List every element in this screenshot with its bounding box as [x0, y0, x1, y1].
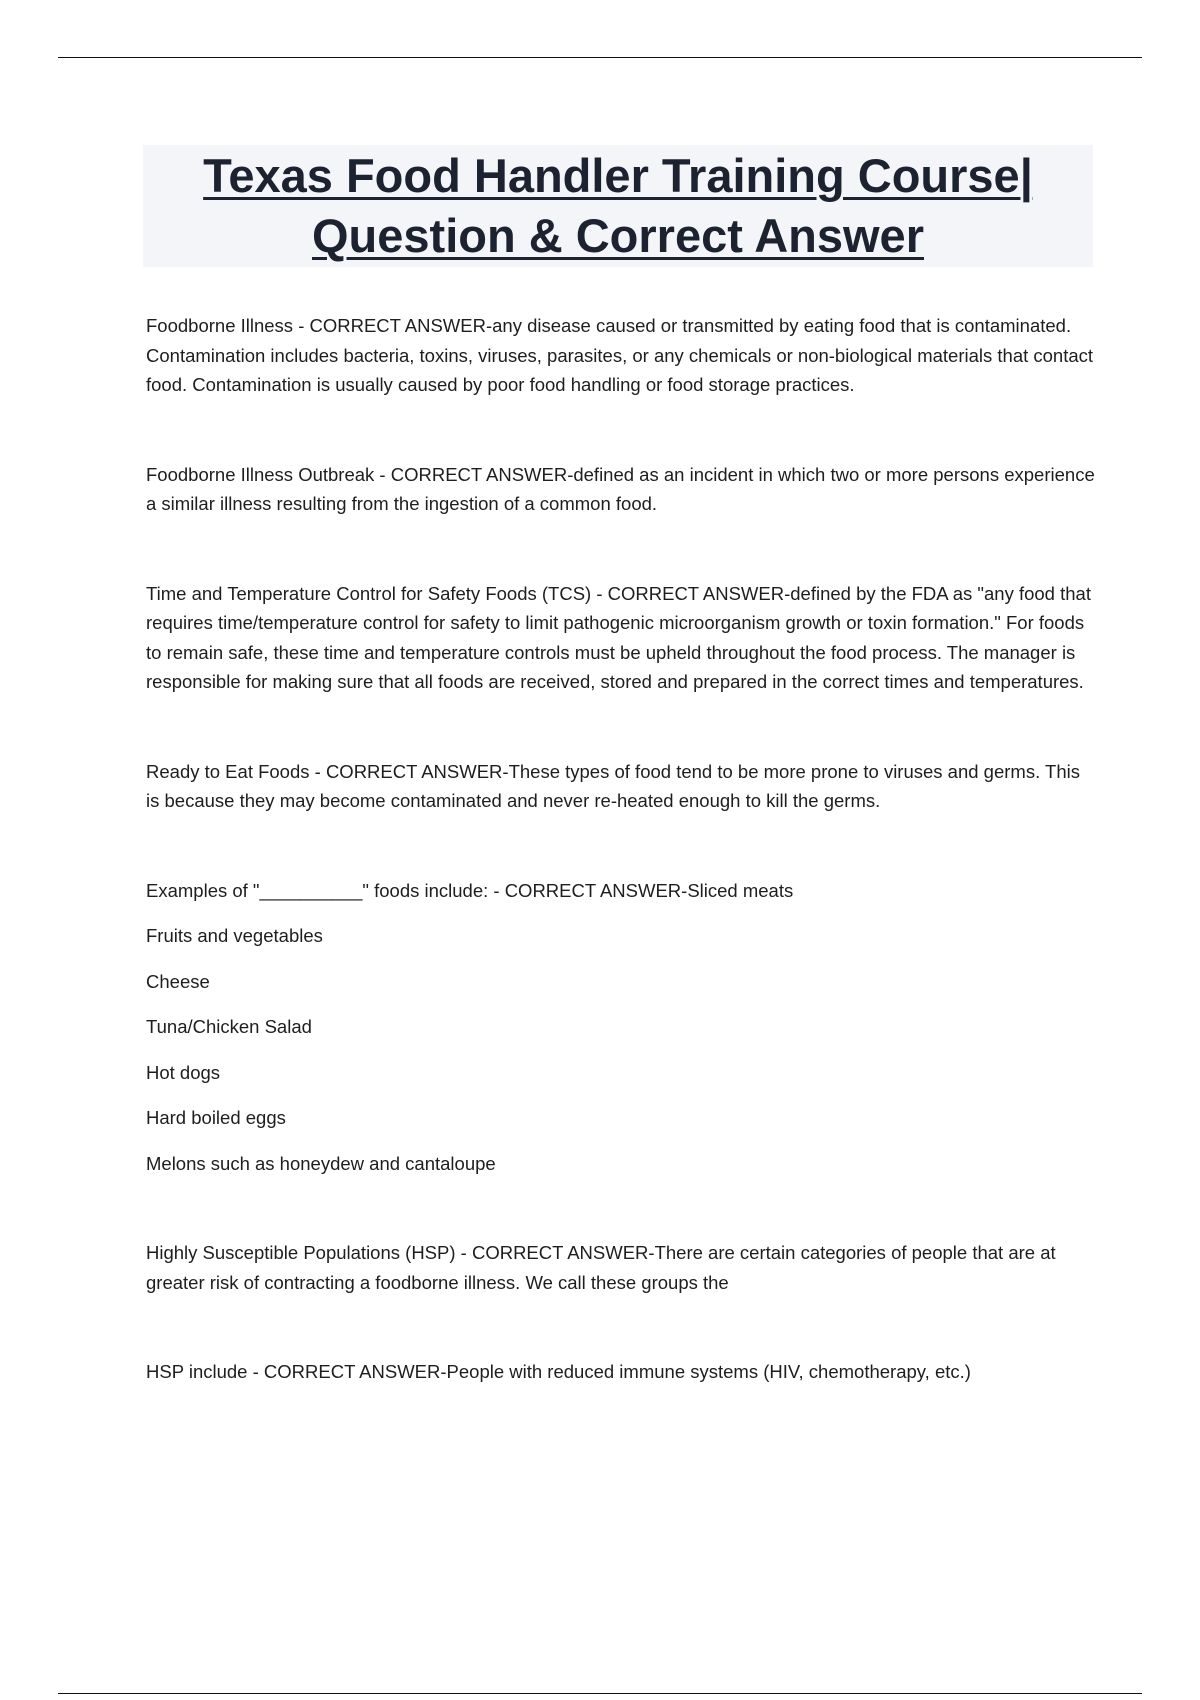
qa-text: Foodborne Illness Outbreak - CORRECT ANSWER-defined as an incident in which two or more persons experience a similar illness resulting from the ingestion of a common food. — [146, 463, 1095, 514]
document-title — [143, 145, 1093, 267]
qa-text: Time and Temperature Control for Safety Foods (TCS) - CORRECT ANSWER-defined by the FDA as "any food that requires time/temperature control for safety to limit pathogenic microorganism growth or toxin formation." For foods to remain safe, these time and temperature controls must be upheld throughout the food process. The manager is responsible for making sure that all foods are received, stored and prepared in the correct times and temperatures. — [146, 582, 1091, 692]
qa-entry — [146, 579, 1096, 697]
qa-entry — [146, 757, 1096, 816]
qa-text: Foodborne Illness - CORRECT ANSWER-any disease caused or transmitted by eating food that is contaminated. Contamination includes bacteria, toxins, viruses, parasites, or any chemicals or non-biological materials that contact food. Contamination is usually caused by poor food handling or food storage practices. — [146, 315, 1094, 395]
examples-line: Fruits and vegetables — [146, 925, 323, 946]
examples-line: Examples of "__________" foods include: - CORRECT ANSWER-Sliced meats — [146, 879, 794, 901]
qa-text: Ready to Eat Foods - CORRECT ANSWER-These types of food tend to be more prone to viruses and germs. This is because they may become contaminated and never re-heated enough to kill the germs. — [146, 760, 1080, 811]
examples-line: Hard boiled eggs — [146, 1107, 286, 1128]
qa-entry — [146, 460, 1096, 519]
examples-line: Melons such as honeydew and cantaloupe — [146, 1152, 496, 1174]
qa-entry — [146, 1238, 1096, 1297]
title-line-1: Texas Food Handler Training Course| — [203, 149, 1033, 202]
examples-line: Cheese — [146, 970, 210, 992]
footer-rule — [58, 1693, 1142, 1694]
examples-line: Hot dogs — [146, 1061, 221, 1083]
title-line-2: Question & Correct Answer — [312, 209, 924, 262]
header-rule — [58, 57, 1142, 58]
qa-entry — [146, 311, 1096, 400]
qa-text: Highly Susceptible Populations (HSP) - CORRECT ANSWER-There are certain categories of people that are at greater risk of contracting a foodborne illness. We call these groups the — [146, 1242, 1056, 1293]
qa-entry — [146, 1357, 1096, 1387]
examples-line: Tuna/Chicken Salad — [146, 1016, 312, 1037]
qa-text: HSP include - CORRECT ANSWER-People with reduced immune systems (HIV, chemotherapy, etc.) — [146, 1361, 971, 1382]
document-body — [146, 311, 1096, 1387]
examples-entry — [146, 876, 1096, 1179]
